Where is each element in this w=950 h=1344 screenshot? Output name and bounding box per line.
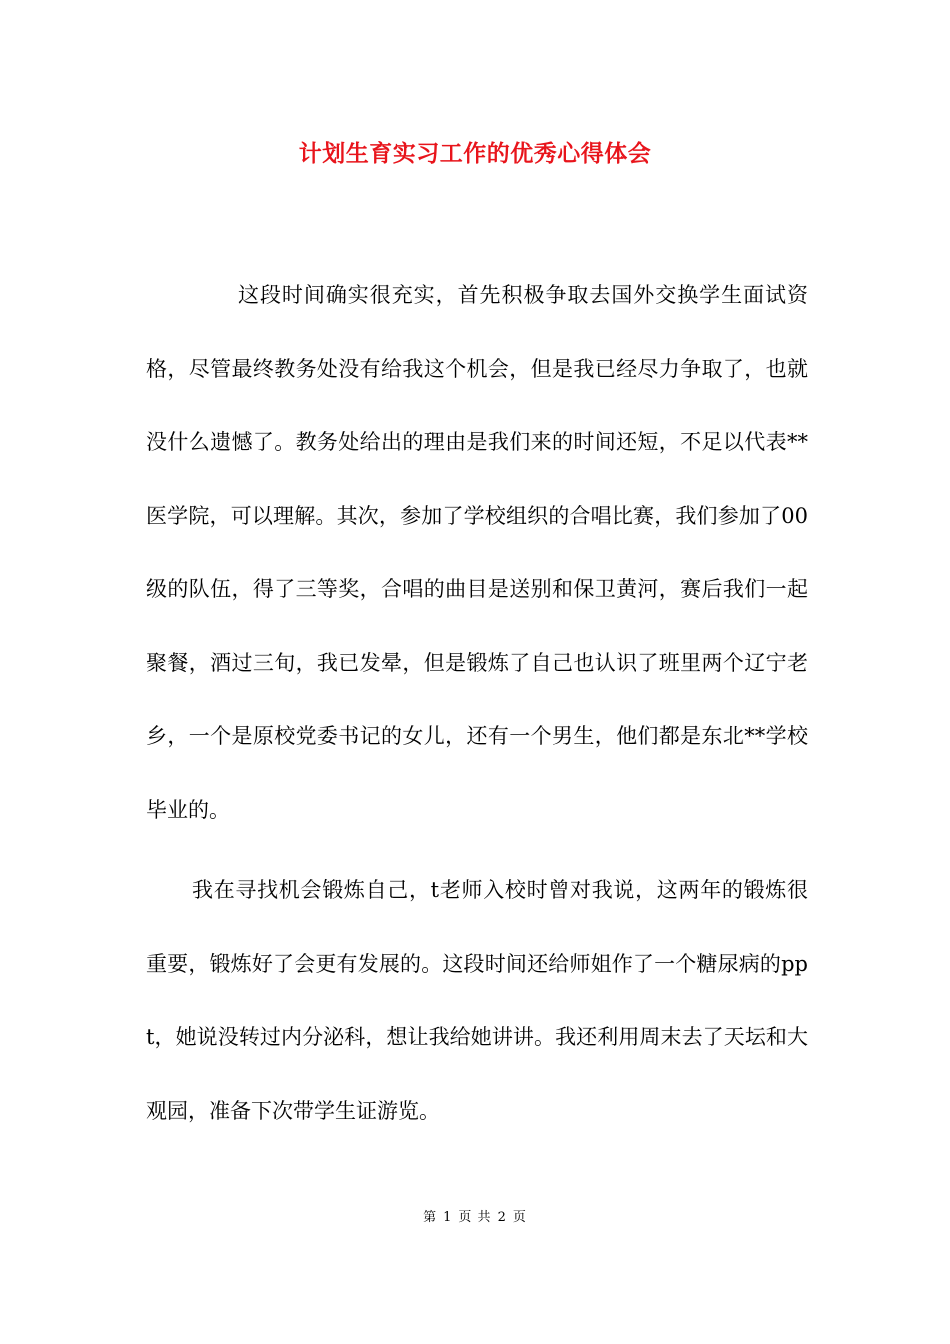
page-footer: [0, 1208, 950, 1228]
footer-prefix: 第: [423, 1210, 438, 1225]
footer-middle: 页 共: [458, 1210, 492, 1225]
document-title: 计划生育实习工作的优秀心得体会: [298, 140, 652, 167]
footer-total-pages: 2: [497, 1210, 507, 1225]
footer-current-page: 1: [443, 1210, 453, 1225]
paragraph-2: 我在寻找机会锻炼自己，t老师入校时曾对我说，这两年的锻炼很重要，锻炼好了会更有发展的。这段时间还给师姐作了一个糖尿病的ppt，她说没转过内分泌科，想让我给她讲讲。我还利用周末去了天坛和大观园，准备下次带学生证游览。: [146, 878, 808, 1123]
footer-suffix: 页: [512, 1210, 527, 1225]
paragraph-1: 这段时间确实很充实，首先积极争取去国外交换学生面试资格，尽管最终教务处没有给我这个机会，但是我已经尽力争取了，也就没什么遗憾了。教务处给出的理由是我们来的时间还短，不足以代表**医学院，可以理解。其次，参加了学校组织的合唱比赛，我们参加了00级的队伍，得了三等奖，合唱的曲目是送别和保卫黄河，赛后我们一起聚餐，酒过三旬，我已发晕，但是锻炼了自己也认识了班里两个辽宁老乡，一个是原校党委书记的女儿，还有一个男生，他们都是东北**学校毕业的。: [146, 283, 808, 822]
